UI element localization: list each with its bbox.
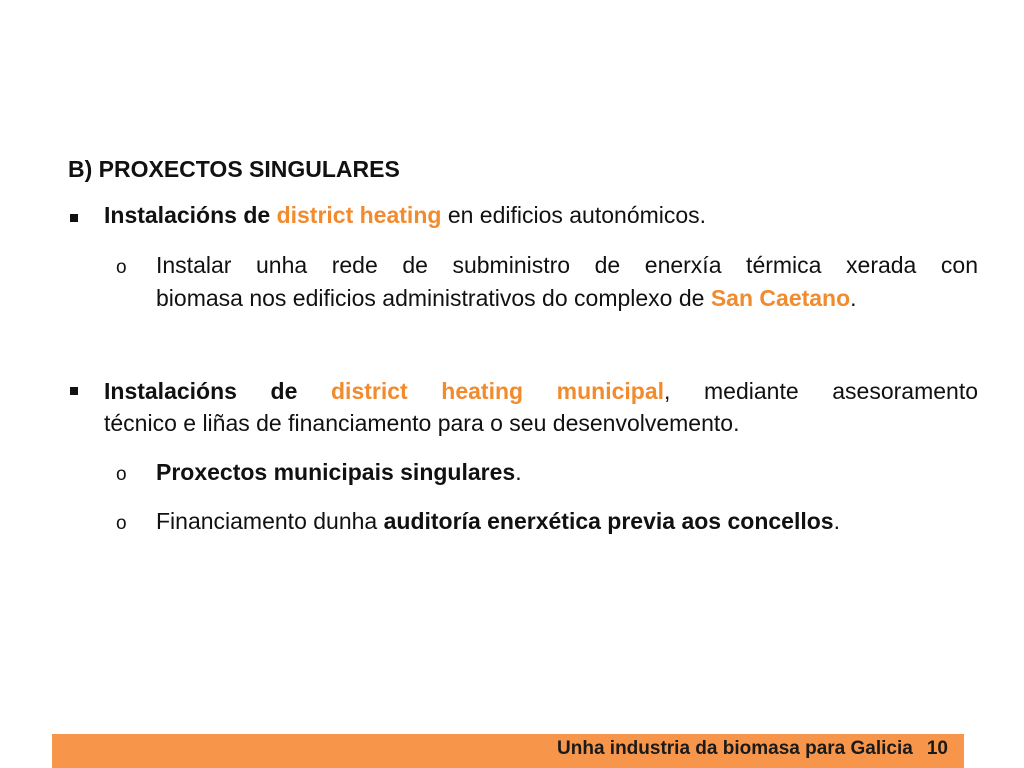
item2-rest: , mediante asesoramento	[664, 378, 978, 404]
circle-bullet-icon: o	[116, 464, 127, 485]
section-heading: B) PROXECTOS SINGULARES	[68, 156, 400, 182]
sub-item-2	[156, 457, 978, 488]
sub-item-1-line1: Instalar unha rede de subministro de enerxía térmica xerada con	[156, 252, 978, 278]
footer-title: Unha industria da biomasa para Galicia	[557, 738, 913, 759]
sub1-text: biomasa nos edificios administrativos do complexo de	[156, 285, 705, 311]
footer-bar	[52, 734, 964, 768]
bullet-item-2-line1	[104, 376, 978, 407]
square-bullet-icon	[70, 214, 78, 222]
sub1-highlight: San Caetano	[710, 285, 851, 311]
bullet-item-1	[104, 200, 984, 231]
circle-bullet-icon: o	[116, 513, 127, 534]
sub3-bold: auditoría enerxética previa aos concellos	[383, 508, 834, 534]
item2-highlight: district heating municipal	[331, 378, 665, 404]
item1-highlight: district heating	[276, 202, 442, 228]
circle-bullet-icon: o	[116, 257, 127, 278]
item1-bold-text: Instalacións de	[104, 202, 271, 228]
footer-text	[557, 738, 948, 760]
bullet-item-2-line2: técnico e liñas de financiamento para o seu desenvolvemento.	[104, 410, 740, 436]
square-bullet-icon	[70, 387, 78, 395]
sub3-text: Financiamento dunha	[156, 508, 378, 534]
sub-item-3	[156, 506, 978, 537]
sub2-bold: Proxectos municipais singulares	[156, 459, 516, 485]
item2-bold-text: Instalacións de	[104, 378, 298, 404]
sub2-end: .	[515, 459, 522, 485]
sub3-end: .	[833, 508, 840, 534]
item1-rest: en edificios autonómicos.	[447, 202, 707, 228]
sub1-end: .	[850, 285, 857, 311]
page-number: 10	[926, 738, 948, 759]
sub-item-1-line2	[156, 283, 978, 314]
